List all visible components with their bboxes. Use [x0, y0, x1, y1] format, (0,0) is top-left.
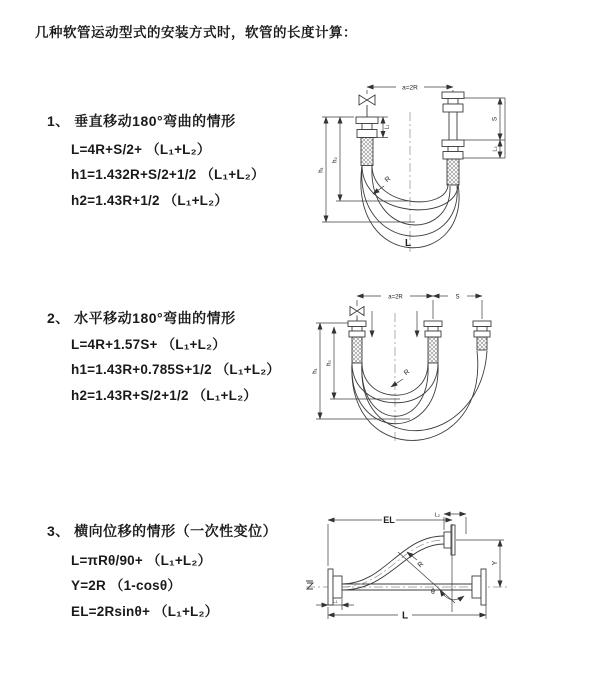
- section-1-formula-l: L=4R+S/2+ （L₁+L₂）: [71, 142, 211, 157]
- hose-braid: [447, 159, 459, 185]
- dim-l: [328, 605, 486, 622]
- dim-el-label: EL: [383, 515, 395, 525]
- dim-l1: [316, 599, 354, 611]
- dim-h1-label: h₁: [312, 368, 319, 374]
- dim-s-label: S: [455, 294, 460, 301]
- hose-braid: [477, 337, 487, 350]
- hose-u-bundle: [352, 351, 487, 440]
- diagram-vertical-180-bend: [310, 70, 600, 260]
- radius-label: R: [416, 560, 426, 570]
- length-label: L: [404, 238, 412, 249]
- section-3-formula-l: L=πRθ/90+ （L₁+L₂）: [71, 553, 212, 568]
- dim-s: [433, 295, 482, 301]
- diagram-horizontal-180-bend: [310, 283, 600, 448]
- radius-callout: [407, 552, 425, 569]
- dim-a2r-label: a=2R: [402, 84, 418, 92]
- section-3-heading: 3、 横向位移的情形（一次性变位）: [47, 523, 278, 539]
- dim-h2-label: h₂: [326, 360, 333, 366]
- dim-l-label: L: [401, 610, 409, 622]
- right-fitting: [473, 321, 491, 350]
- dim-a2r-label: a=2R: [388, 294, 403, 301]
- section-2-formula-h1: h1=1.43R+0.785S+1/2 （L₁+L₂）: [71, 362, 281, 377]
- right-fitting-upper: [442, 92, 464, 140]
- dim-a2r: [357, 295, 433, 301]
- page-title: 几种软管运动型式的安装方式时，软管的长度计算：: [35, 25, 357, 40]
- section-3-formula-y: Y=2R （1-cosθ）: [71, 578, 182, 593]
- dim-l1-label: L₁: [332, 598, 338, 605]
- dim-h1-label: h₁: [318, 167, 325, 173]
- dim-s-label: S: [491, 116, 499, 122]
- radius-label: R: [402, 368, 412, 378]
- section-2-formula-h2: h2=1.43R+S/2+1/2 （L₁+L₂）: [71, 388, 257, 403]
- left-fitting: [348, 321, 366, 363]
- right-fitting-lower: [442, 140, 464, 185]
- valve-icon: [350, 307, 364, 322]
- hose-s-curve: [342, 536, 444, 590]
- center-fitting: [424, 321, 442, 363]
- section-2-formula-l: L=4R+1.57S+ （L₁+L₂）: [71, 337, 226, 352]
- dim-l2-label: L₂: [434, 512, 440, 519]
- angle-theta-label: θ: [431, 589, 435, 596]
- dim-a2r: [367, 85, 453, 95]
- hose-braid: [428, 337, 438, 363]
- hose-braid: [361, 138, 373, 166]
- dim-l2: [435, 513, 466, 535]
- upper-flange: [444, 525, 455, 555]
- right-flange: [472, 569, 486, 605]
- radius-label: R: [383, 175, 393, 185]
- section-3-formula-el: EL=2Rsinθ+ （L₁+L₂）: [71, 604, 219, 619]
- left-fitting: [356, 117, 378, 166]
- dim-y-label: Y: [492, 560, 499, 566]
- dim-l2: [463, 140, 505, 158]
- section-2-heading: 2、 水平移动180°弯曲的情形: [47, 310, 236, 326]
- dim-l2-label: L₂: [492, 146, 499, 152]
- section-1-formula-h1: h1=1.432R+S/2+1/2 （L₁+L₂）: [71, 167, 265, 182]
- axis-mark: [306, 581, 313, 589]
- section-1-heading: 1、 垂直移动180°弯曲的情形: [47, 113, 236, 129]
- section-1-formula-h2: h2=1.43R+1/2 （L₁+L₂）: [71, 193, 229, 208]
- radius-callout: [391, 369, 411, 387]
- dim-l1-label: L₁: [384, 124, 391, 130]
- dim-h2-label: h₂: [332, 157, 339, 163]
- hose-braid: [352, 337, 362, 363]
- valve-icon: [359, 95, 375, 117]
- dim-el: [328, 512, 452, 566]
- radius-callout: [373, 176, 392, 194]
- dim-s: [464, 98, 505, 158]
- diagram-lateral-displacement: [300, 500, 600, 650]
